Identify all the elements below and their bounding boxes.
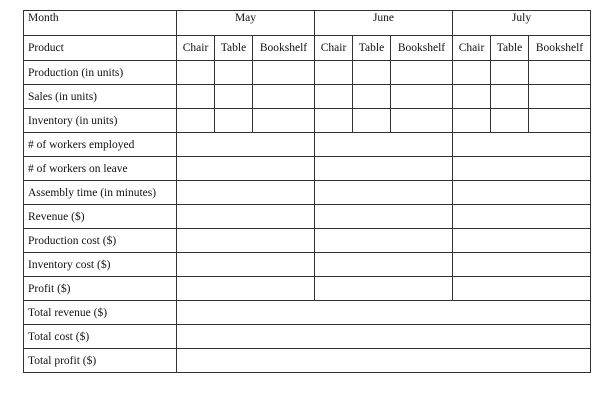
blank-cell bbox=[491, 61, 529, 85]
blank-cell bbox=[391, 109, 453, 133]
row-inventory bbox=[24, 109, 591, 133]
june-chair-header: Chair bbox=[315, 36, 353, 61]
blank-cell bbox=[177, 157, 315, 181]
row-label: Revenue ($) bbox=[24, 205, 177, 229]
blank-cell bbox=[353, 109, 391, 133]
blank-cell bbox=[177, 229, 315, 253]
may-table-header: Table bbox=[215, 36, 253, 61]
row-label: Inventory cost ($) bbox=[24, 253, 177, 277]
blank-cell bbox=[215, 109, 253, 133]
row-workers-on-leave bbox=[24, 157, 591, 181]
blank-cell bbox=[491, 85, 529, 109]
planning-table-wrapper bbox=[23, 10, 591, 373]
month-july: July bbox=[453, 11, 591, 36]
row-revenue bbox=[24, 205, 591, 229]
row-label: Assembly time (in minutes) bbox=[24, 181, 177, 205]
row-label: Total revenue ($) bbox=[24, 301, 177, 325]
row-profit bbox=[24, 277, 591, 301]
blank-cell bbox=[453, 277, 591, 301]
blank-cell bbox=[353, 61, 391, 85]
blank-cell bbox=[315, 277, 453, 301]
row-label: Production cost ($) bbox=[24, 229, 177, 253]
may-bookshelf-header: Bookshelf bbox=[253, 36, 315, 61]
month-header-row bbox=[24, 11, 591, 36]
blank-cell bbox=[253, 109, 315, 133]
blank-cell bbox=[453, 61, 491, 85]
july-chair-header: Chair bbox=[453, 36, 491, 61]
blank-cell bbox=[315, 61, 353, 85]
blank-cell bbox=[391, 61, 453, 85]
month-may: May bbox=[177, 11, 315, 36]
blank-cell bbox=[353, 85, 391, 109]
blank-cell bbox=[529, 85, 591, 109]
blank-cell bbox=[315, 85, 353, 109]
row-label: # of workers employed bbox=[24, 133, 177, 157]
blank-cell bbox=[453, 181, 591, 205]
blank-cell bbox=[453, 253, 591, 277]
blank-cell bbox=[253, 85, 315, 109]
row-label: Total cost ($) bbox=[24, 325, 177, 349]
blank-cell bbox=[177, 133, 315, 157]
blank-cell bbox=[315, 253, 453, 277]
row-assembly-time bbox=[24, 181, 591, 205]
row-inventory-cost bbox=[24, 253, 591, 277]
blank-cell bbox=[529, 61, 591, 85]
blank-cell bbox=[315, 229, 453, 253]
blank-cell bbox=[315, 109, 353, 133]
blank-cell bbox=[177, 61, 215, 85]
blank-cell bbox=[315, 181, 453, 205]
row-total-cost bbox=[24, 325, 591, 349]
row-total-revenue bbox=[24, 301, 591, 325]
product-header-label: Product bbox=[24, 36, 177, 61]
blank-cell bbox=[177, 253, 315, 277]
june-bookshelf-header: Bookshelf bbox=[391, 36, 453, 61]
blank-cell bbox=[215, 61, 253, 85]
blank-cell bbox=[491, 109, 529, 133]
product-header-row bbox=[24, 36, 591, 61]
blank-cell bbox=[177, 325, 591, 349]
blank-cell bbox=[177, 109, 215, 133]
blank-cell bbox=[177, 349, 591, 373]
row-workers-employed bbox=[24, 133, 591, 157]
blank-cell bbox=[177, 301, 591, 325]
blank-cell bbox=[315, 133, 453, 157]
month-header-label: Month bbox=[24, 11, 177, 36]
blank-cell bbox=[315, 205, 453, 229]
blank-cell bbox=[453, 205, 591, 229]
blank-cell bbox=[253, 61, 315, 85]
july-bookshelf-header: Bookshelf bbox=[529, 36, 591, 61]
blank-cell bbox=[177, 85, 215, 109]
row-label: Sales (in units) bbox=[24, 85, 177, 109]
blank-cell bbox=[453, 109, 491, 133]
row-label: Total profit ($) bbox=[24, 349, 177, 373]
blank-cell bbox=[391, 85, 453, 109]
row-production-cost bbox=[24, 229, 591, 253]
june-table-header: Table bbox=[353, 36, 391, 61]
row-sales bbox=[24, 85, 591, 109]
blank-cell bbox=[177, 277, 315, 301]
row-label: Profit ($) bbox=[24, 277, 177, 301]
blank-cell bbox=[529, 109, 591, 133]
blank-cell bbox=[453, 85, 491, 109]
blank-cell bbox=[453, 133, 591, 157]
row-label: Inventory (in units) bbox=[24, 109, 177, 133]
blank-cell bbox=[453, 229, 591, 253]
blank-cell bbox=[315, 157, 453, 181]
blank-cell bbox=[453, 157, 591, 181]
month-june: June bbox=[315, 11, 453, 36]
row-total-profit bbox=[24, 349, 591, 373]
may-chair-header: Chair bbox=[177, 36, 215, 61]
blank-cell bbox=[177, 181, 315, 205]
row-production bbox=[24, 61, 591, 85]
july-table-header: Table bbox=[491, 36, 529, 61]
blank-cell bbox=[177, 205, 315, 229]
blank-cell bbox=[215, 85, 253, 109]
row-label: Production (in units) bbox=[24, 61, 177, 85]
row-label: # of workers on leave bbox=[24, 157, 177, 181]
planning-table bbox=[23, 10, 591, 373]
